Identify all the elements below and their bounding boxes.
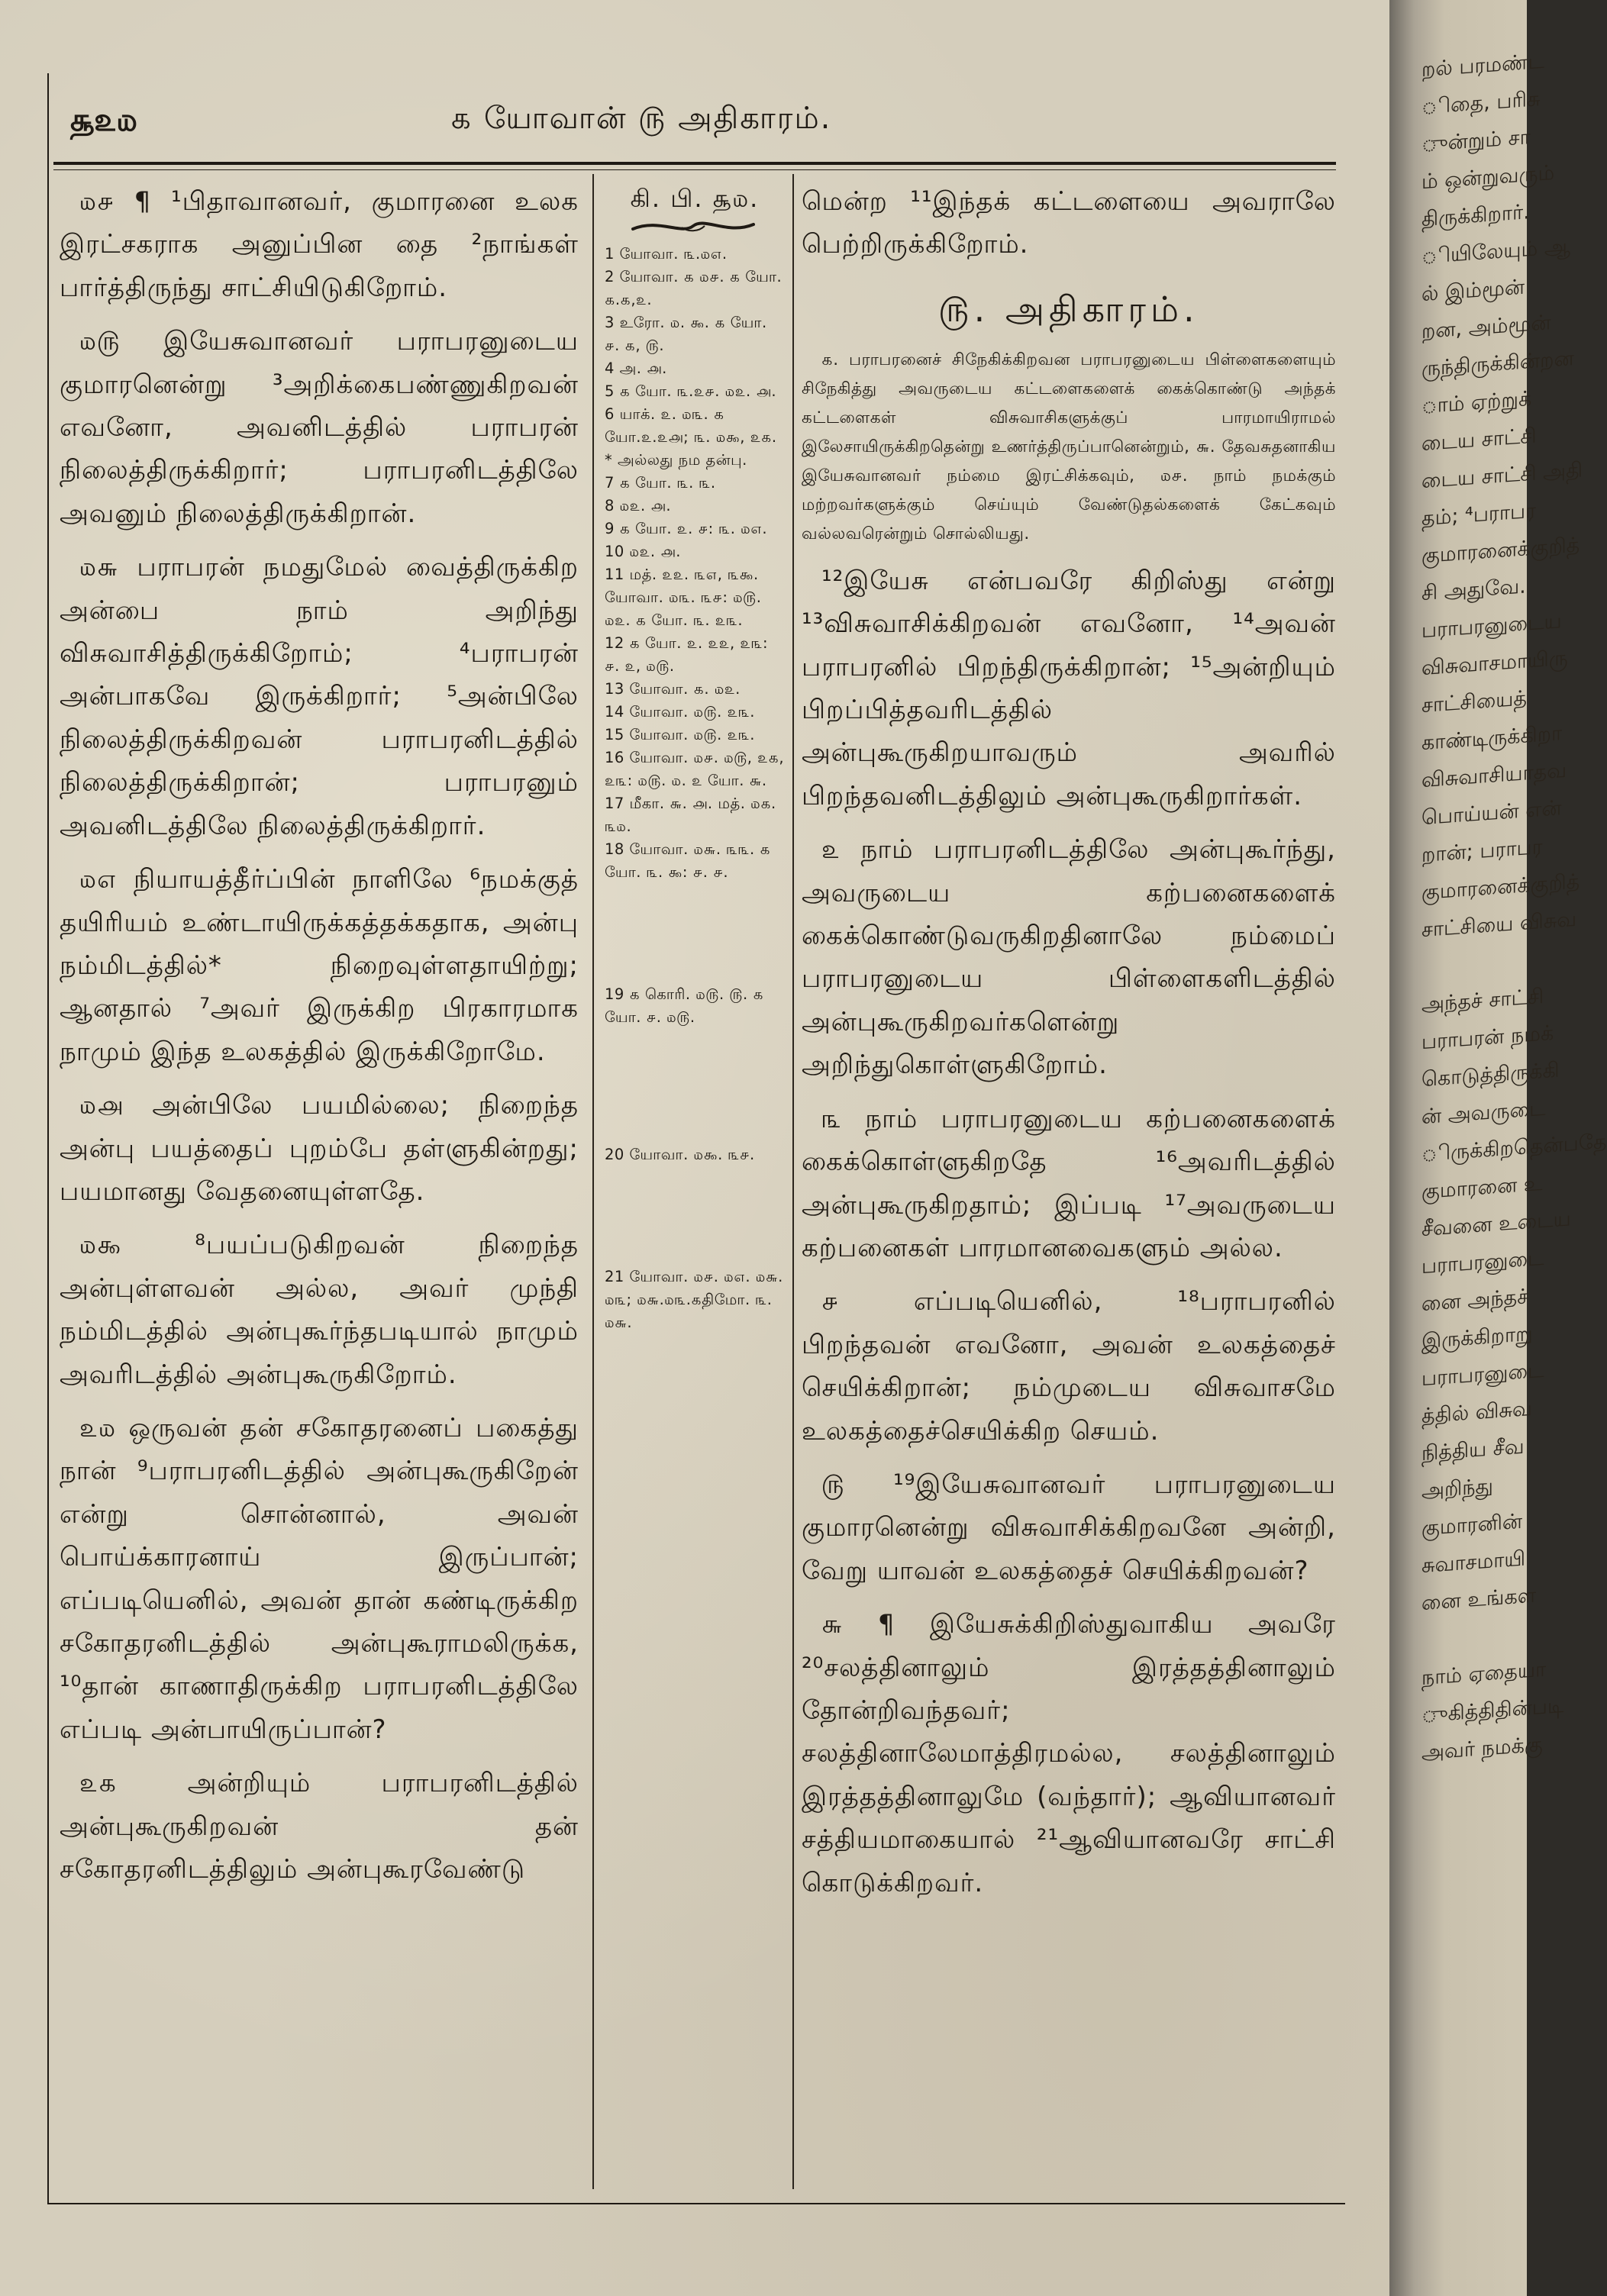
- reference-item: 15 யோவா. ௰௫. ௨௩.: [605, 726, 755, 743]
- facing-page-line: ருந்திருக்கின்றன: [1421, 347, 1574, 382]
- facing-page-line: ிதை, பரிசு: [1421, 87, 1541, 120]
- reference-item: 6 யாக். ௨. ௰௩. ௧ யோ.௨.௨௮; ௩. ௰௯, ௨௧.: [605, 405, 777, 446]
- facing-page-line: றல் பரமண்ட: [1421, 49, 1544, 82]
- verse-paragraph: ௩ நாம் பராபரனுடைய கற்பனைகளைக் கைக்கொள்ளுகிறதே ¹⁶அவரிடத்தில் அன்புகூருகிறதாம்; இப்படி ¹⁷அவருடைய கற்பனைகள் பாரமானவைகளும் அல்ல.: [802, 1103, 1336, 1263]
- facing-page-line: அந்தச் சாட்சி: [1421, 984, 1544, 1017]
- verse-paragraph: ௰௭ நியாயத்தீர்ப்பின் நாளிலே ⁶நமக்குத் தயிரியம் உண்டாயிருக்கத்தக்கதாக, அன்பு நம்மிடத்தில்* நிறைவுள்ளதாயிற்று; ஆனதால் ⁷அவர் இருக்கிற பிரகாரமாக நாமும் இந்த உலகத்தில் இருக்கிறோமே.: [60, 864, 579, 1067]
- facing-page-line: சாட்சியைத்: [1421, 686, 1527, 718]
- facing-page-line: காண்டிருக்கிறா: [1421, 721, 1563, 756]
- reference-item: 3 உரோ. ௰. ௯. ௧ யோ. ௪. ௧, ௫.: [605, 314, 767, 354]
- reference-item: 13 யோவா. ௧. ௰௨.: [605, 680, 741, 698]
- header-rule: [53, 162, 1336, 165]
- page-frame-left-rule: [47, 73, 49, 2203]
- reference-item: 19 ௧ கொரி. ௰௫. ௫. ௧ யோ. ௪. ௰௫.: [605, 985, 764, 1026]
- right-text-column: [802, 180, 1336, 1915]
- verse-paragraph: ௬ ¶ இயேசுக்கிறிஸ்துவாகிய அவரே ²⁰சலத்தினாலும் இரத்தத்தினாலும் தோன்றிவந்தவர்; சலத்தினாலேமாத்திரமல்ல, சலத்தினாலும் இரத்தத்தினாலுமே (வந்தார்); ஆவியானவர் சத்தியமாகையால் ²¹ஆவியானவரே சாட்சி கொடுக்கிறவர்.: [802, 1609, 1336, 1898]
- verse-paragraph: ௫ ¹⁹இயேசுவானவர் பராபரனுடைய குமாரனென்று விசுவாசிக்கிறவனே அன்றி, வேறு யாவன் உலகத்தைச் செயிக்கிறவன்?: [802, 1469, 1336, 1586]
- facing-page-line: ம் ஒன்றுவரும்: [1421, 160, 1555, 195]
- column-divider-left: [592, 174, 594, 2189]
- facing-page-line: விசுவாசியாதவ: [1421, 758, 1567, 793]
- reference-item: 17 மீகா. ௬. ௮. மத். ௰௧. ௩௰.: [605, 795, 776, 835]
- facing-page-line: றன, அம்மூன்: [1421, 311, 1551, 344]
- facing-page-line: குமாரனைக்குறித்: [1421, 533, 1580, 569]
- facing-page-line: அவர் நமக்கு: [1421, 1732, 1543, 1766]
- reference-item: 2 யோவா. ௧ ௰௪. ௧ யோ. ௧.௧,௨.: [605, 268, 783, 308]
- reference-item: 12 ௧ யோ. ௨. ௨௨, ௨௩: ௪. ௨, ௰௫.: [605, 634, 769, 675]
- facing-page-line: குமாரனை உ: [1421, 1171, 1543, 1204]
- facing-page-line: னை உங்கள: [1421, 1583, 1537, 1616]
- flourish-ornament-icon: [628, 217, 758, 237]
- running-title: ௧ யோவான் ௫ அதிகாரம்.: [450, 101, 832, 136]
- verse-paragraph: ௰௬ பராபரன் நமதுமேல் வைத்திருக்கிற அன்பை நாம் அறிந்து விசுவாசித்திருக்கிறோம்; ⁴பராபரன் அன்பாகவே இருக்கிறார்; ⁵அன்பிலே நிலைத்திருக்கிறவன் பராபரனிடத்தில் நிலைத்திருக்கிறான்; பராபரனும் அவனிடத்திலே நிலைத்திருக்கிறார்.: [60, 552, 579, 841]
- verse-paragraph: ௨ நாம் பராபரனிடத்திலே அன்புகூர்ந்து, அவருடைய கற்பனைகளைக் கைக்கொண்டுவருகிறதினாலே நம்மைப் பராபரனுடைய பிள்ளைகளிடத்தில் அன்புகூருகிறவர்களென்று அறிந்துகொள்ளுகிறோம்.: [802, 834, 1336, 1081]
- verse-paragraph: ௨௰ ஒருவன் தன் சகோதரனைப் பகைத்து நான் ⁹பராபரனிடத்தில் அன்புகூருகிறேன் என்று சொன்னால், அவன் பொய்க்காரனாய் இருப்பான்; எப்படியெனில், அவன் தான் கண்டிருக்கிற சகோதரனிடத்தில் அன்புகூராமலிருக்க, ¹⁰தான் காணாதிருக்கிற பராபரனிடத்திலே எப்படி அன்பாயிருப்பான்?: [60, 1412, 579, 1745]
- verse-paragraph: ௰௮ அன்பிலே பயமில்லை; நிறைந்த அன்பு பயத்தைப் புறம்பே தள்ளுகின்றது; பயமானது வேதனையுள்ளதே.: [60, 1090, 579, 1207]
- chapter-summary: ௧. பராபரனைச் சிநேகிக்கிறவன பராபரனுடைய பிள்ளைகளையும் சிநேகித்து அவருடைய கட்டளைகளைக் கைக்கொண்டு அந்தக் கட்டளைகள் விசுவாசிகளுக்குப் பாரமாயிராமல் இலேசாயிருக்கிறதென்று உணர்த்திருப்பானென்றும், ௬. தேவசுதனாகிய இயேசுவானவர் நம்மை இரட்சிக்கவும், ௰௪. நாம் நமக்கும் மற்றவர்களுக்கும் செய்யும் வேண்டுதல்களைக் கேட்கவும் வல்லவரென்றும் சொல்லியது.: [802, 350, 1336, 543]
- facing-page-lines: [1389, 49, 1607, 1774]
- facing-page-line: ல் இம்மூன்: [1421, 275, 1525, 307]
- page-header: [53, 84, 1336, 157]
- column-divider-right: [792, 174, 794, 2189]
- reference-item: 9 ௧ யோ. ௨. ௪: ௩. ௰௭.: [605, 520, 768, 537]
- facing-page-line: பராபரனுடை: [1421, 1246, 1544, 1279]
- facing-page-line: ுன்றும் சா: [1421, 125, 1531, 157]
- reference-item: * அல்லது நம தன்பு.: [605, 451, 747, 469]
- reference-item: 8 ௰௨. ௮.: [605, 497, 672, 514]
- cross-reference-column: [600, 180, 786, 1334]
- facing-page-line: தம்; ⁴பராபர: [1421, 498, 1537, 531]
- facing-page-line: சீவனை உடைய: [1421, 1207, 1571, 1242]
- facing-page-line: ிருக்கிறதென்பதே: [1421, 1130, 1607, 1167]
- facing-page-line: னை அந்தச்: [1421, 1285, 1529, 1317]
- chapter-heading: ௫. அதிகாரம்.: [938, 288, 1199, 330]
- facing-page-line: பொய்யன் என்: [1421, 796, 1562, 830]
- page-frame-bottom-rule: [47, 2203, 1345, 2204]
- facing-page-line: ுகித்திதின்படி: [1421, 1694, 1564, 1728]
- facing-page-line: நித்திய சீவ: [1421, 1434, 1525, 1466]
- reference-item: 5 ௧ யோ. ௩.௨௪. ௰௨. ௮.: [605, 382, 777, 400]
- reference-item: 18 யோவா. ௰௬. ௩௩. ௧ யோ. ௩. ௯: ௪. ௪.: [605, 840, 771, 881]
- facing-page-line: பராபரனுடைய: [1421, 609, 1562, 643]
- verse-paragraph: ௨௧ அன்றியும் பராபரனிடத்தில் அன்புகூருகிறவன் தன் சகோதரனிடத்திலும் அன்புகூரவேண்டு: [60, 1768, 579, 1885]
- facing-page-line: டைய சாட்சி அதி: [1421, 458, 1583, 494]
- reference-item: 4 அ. ௮.: [605, 360, 667, 377]
- references-heading: கி. பி. ௲௰.: [630, 184, 760, 213]
- reference-item: 20 யோவா. ௰௯. ௩௪.: [605, 1146, 755, 1163]
- facing-page-line: நாம் ஏதையா: [1421, 1657, 1547, 1691]
- facing-page-line: றான்; பராபர: [1421, 834, 1543, 868]
- facing-page-line: த்தில் விசுவ: [1421, 1396, 1532, 1429]
- facing-page-line: ாம் ஏற்றுக்: [1421, 386, 1532, 419]
- facing-page-line: குமாரனைக்குறித்: [1421, 869, 1580, 905]
- facing-page-line: பராபரன் நமக்: [1421, 1021, 1554, 1055]
- verse-paragraph: ௰௪ ¶ ¹பிதாவானவர், குமாரனை உலக இரட்சகராக அனுப்பின தை ²நாங்கள் பார்த்திருந்து சாட்சியிடுகிறோம்.: [60, 186, 579, 303]
- facing-page-line: திருக்கிறார்.: [1421, 200, 1530, 232]
- facing-page-line: இருக்கிறாறு: [1421, 1321, 1533, 1354]
- reference-item: 7 ௧ யோ. ௩. ௩.: [605, 474, 716, 492]
- verse-paragraph: ௰௫ இயேசுவானவர் பராபரனுடைய குமாரனென்று ³அறிக்கைபண்ணுகிறவன் எவனோ, அவனிடத்தில் பராபரன் நிலைத்திருக்கிறார்; பராபரனிடத்திலே அவனும் நிலைத்திருக்கிறான்.: [60, 326, 579, 529]
- verse-paragraph: மென்ற ¹¹இந்தக் கட்டளையை அவராலே பெற்றிருக்கிறோம்.: [802, 186, 1336, 260]
- facing-page-line: ியிலேயும் ஆ: [1421, 234, 1570, 269]
- facing-page-line: ன் அவருடை: [1421, 1096, 1546, 1130]
- facing-page-line: சுவாசமாயி: [1421, 1546, 1526, 1578]
- facing-page-line: குமாரனின்: [1421, 1509, 1523, 1541]
- page-number: ௲௨௰: [70, 101, 137, 138]
- facing-page-line: கொடுத்திருக்கி: [1421, 1058, 1560, 1092]
- reference-item: 16 யோவா. ௰௪. ௰௫, ௨௧, ௨௩: ௰௫. ௰. ௨ யோ. ௬.: [605, 749, 785, 789]
- verse-paragraph: ௰௯ ⁸பயப்படுகிறவன் நிறைந்த அன்புள்ளவன் அல்ல, அவர் முந்தி நம்மிடத்தில் அன்புகூர்ந்தபடியால் நாமும் அவரிடத்தில் அன்புகூருகிறோம்.: [60, 1230, 579, 1390]
- verse-paragraph: ௪ எப்படியெனில், ¹⁸பராபரனில் பிறந்தவன் எவனோ, அவன் உலகத்தைச் செயிக்கிறான்; நம்முடைய விசுவாசமே உலகத்தைச்செயிக்கிற செயம்.: [802, 1286, 1336, 1446]
- reference-item: 21 யோவா. ௰௪. ௰௭. ௰௬. ௰௩; ௰௬.௰௩.௧திமோ. ௩. ௰௬.: [605, 1268, 783, 1331]
- facing-page-edge: [1389, 0, 1607, 2296]
- left-text-column: [60, 180, 579, 1901]
- header-rule-thin: [53, 169, 1336, 170]
- facing-page-line: அறிந்து: [1421, 1474, 1493, 1504]
- reference-item: 14 யோவா. ௰௫. ௨௩.: [605, 703, 755, 721]
- facing-page-line: விசுவாசமாயிரு: [1421, 646, 1568, 681]
- facing-page-line: சாட்சியை விசுவ: [1421, 907, 1577, 943]
- facing-page-line: சி அதுவே.: [1421, 574, 1526, 606]
- reference-item: 10 ௰௨. ௮.: [605, 543, 681, 560]
- facing-page-line: பராபரனுடை: [1421, 1358, 1544, 1391]
- reference-item: 1 யோவா. ௩.௰௭.: [605, 245, 728, 263]
- facing-page-line: டைய சாட்சி: [1421, 424, 1537, 456]
- reference-item: 11 மத். ௨௨. ௩௭, ௩௯. யோவா. ௰௩. ௩௪: ௰௫. ௰௨. ௧ யோ. ௩. ௨௩.: [605, 566, 762, 629]
- verse-paragraph: ¹²இயேசு என்பவரே கிறிஸ்து என்று ¹³விசுவாசிக்கிறவன் எவனோ, ¹⁴அவன் பராபரனில் பிறந்திருக்கிறான்; ¹⁵அன்றியும் பிறப்பித்தவரிடத்தில் அன்புகூருகிறயாவரும் அவரில் பிறந்தவனிடத்திலும் அன்புகூருகிறார்கள்.: [802, 565, 1336, 811]
